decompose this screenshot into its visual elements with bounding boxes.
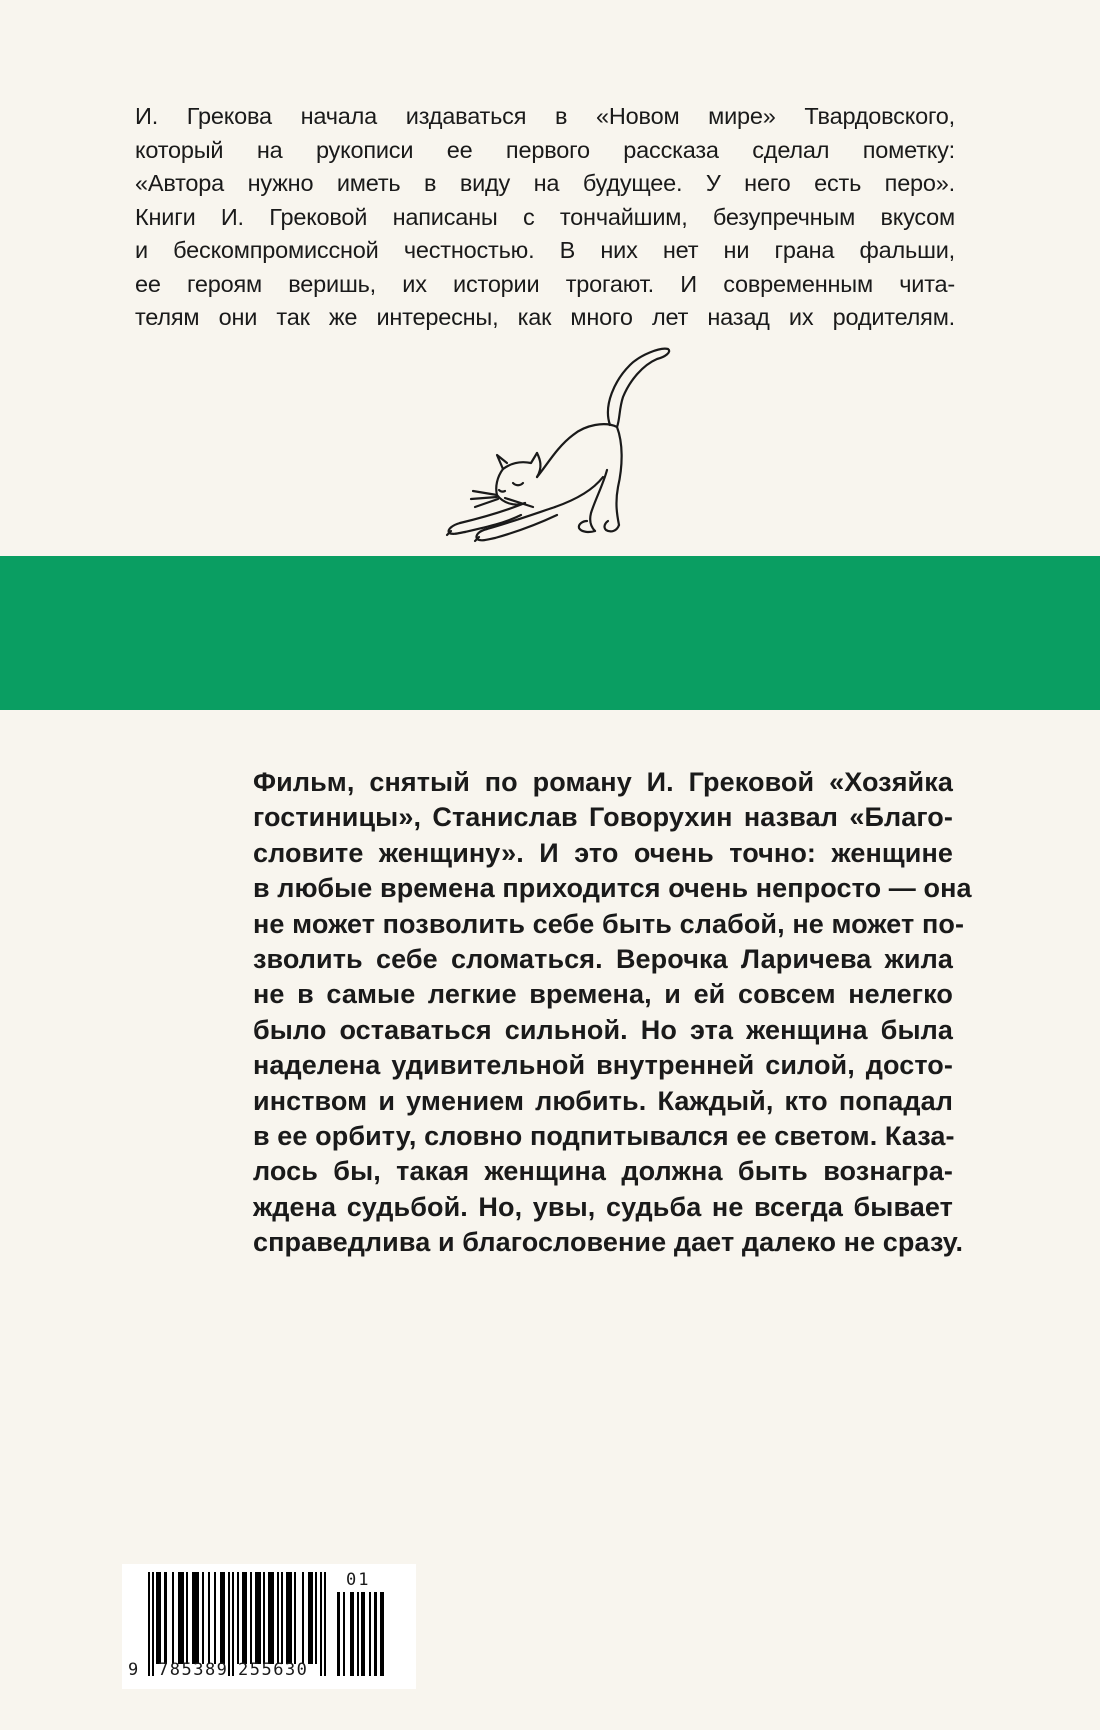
text-line: инством и умением любить. Каждый, кто попадал [253, 1085, 953, 1116]
barcode-lead-digit: 9 [128, 1660, 139, 1680]
green-band [0, 556, 1100, 710]
barcode-addon-digits: 01 [346, 1570, 371, 1590]
text-line: И. Грекова начала издаваться в «Новом мире» Твардовского, [135, 103, 955, 129]
barcode-left-digits: 785389 [158, 1660, 229, 1680]
text-line: Фильм, снятый по роману И. Грековой «Хозяйка [253, 767, 953, 797]
text-line: гостиницы», Станислав Говорухин назвал «Благо- [253, 802, 953, 833]
text-line: не может позволить себе быть слабой, не может по- [253, 908, 965, 939]
text-line: наделена удивительной внутренней силой, досто- [253, 1050, 953, 1081]
text-line: и бескомпромиссной честностью. В них нет ни грана фальши, [135, 237, 955, 263]
text-line: Книги И. Грековой написаны с тончайшим, безупречным вкусом [135, 203, 955, 230]
stretching-cat-icon [425, 335, 680, 555]
text-line: было оставаться сильной. Но эта женщина была [253, 1014, 953, 1045]
text-line: «Автора нужно иметь в виду на будущее. У него есть перо». [135, 170, 955, 196]
text-line: в любые времена приходится очень непросто — она [253, 873, 972, 904]
bottom-paragraph [253, 765, 972, 1260]
isbn-barcode [122, 1564, 416, 1689]
text-line: зволить себе сломаться. Верочка Ларичева жила [253, 943, 953, 974]
text-line: не в самые легкие времена, и ей совсем нелегко [253, 979, 953, 1010]
text-line: лось бы, такая женщина должна быть вознагра- [253, 1156, 953, 1187]
text-line: словите женщину». И это очень точно: женщине [253, 837, 953, 868]
text-line: справедлива и благословение дает далеко не сразу. [253, 1227, 964, 1258]
text-line: телям они так же интересны, как много лет назад их родителям. [135, 304, 955, 330]
text-line: который на рукописи ее первого рассказа сделал пометку: [135, 136, 955, 163]
text-line: ее героям веришь, их истории трогают. И современным чита- [135, 270, 955, 297]
text-line: в ее орбиту, словно подпитывался ее светом. Каза- [253, 1120, 955, 1151]
text-line: ждена судьбой. Но, увы, судьба не всегда бывает [253, 1191, 953, 1222]
top-paragraph [135, 100, 955, 335]
barcode-right-digits: 255630 [238, 1660, 309, 1680]
